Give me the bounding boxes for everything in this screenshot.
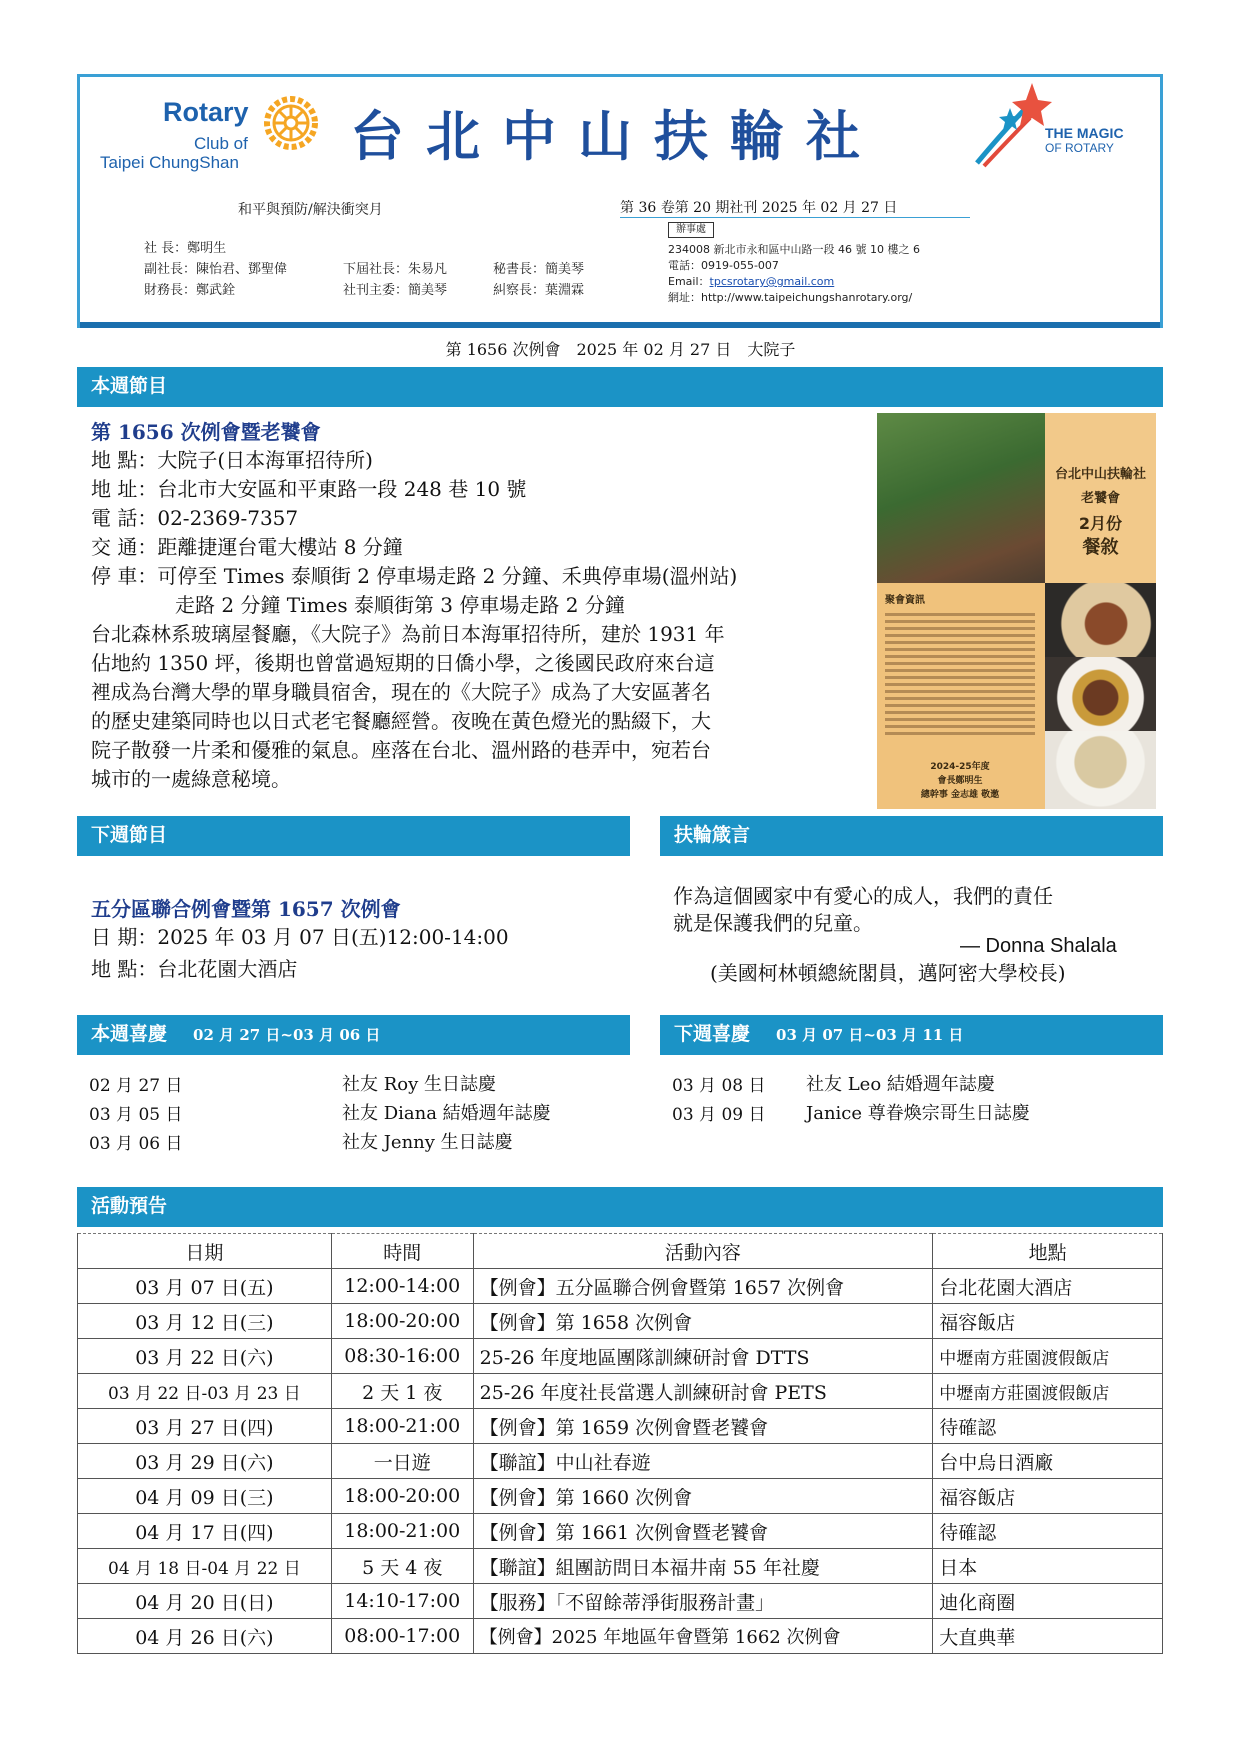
- office-address: 234008 新北市永和區中山路一段 46 號 10 樓之 6: [668, 243, 920, 256]
- row-date: 03 月 22 日-03 月 23 日: [78, 1374, 332, 1409]
- food-photo: [1045, 657, 1156, 731]
- desc-line: 城市的一處綠意秘境。: [91, 767, 291, 791]
- magic-star-icon: [972, 78, 1052, 170]
- desc-line: 的歷史建築同時也以日式老宅餐廳經營。夜晚在黃色燈光的點綴下，大: [91, 709, 711, 733]
- col-place-header: 地點: [933, 1234, 1163, 1269]
- table-row: [78, 1479, 1163, 1514]
- row-time: 14:10-17:00: [331, 1584, 473, 1619]
- motto-bar: 扶輪箴言: [660, 816, 1163, 856]
- next-week-bar: 下週節目: [77, 816, 630, 856]
- row-content: 25-26 年度社長當選人訓練研討會 PETS: [473, 1374, 933, 1409]
- poster-fine-print: [885, 609, 1035, 739]
- table-row: [78, 1374, 1163, 1409]
- motto-author: — Donna Shalala: [960, 935, 1117, 957]
- magic-line1: THE MAGIC: [1045, 125, 1124, 141]
- table-row: [78, 1304, 1163, 1339]
- poster-title2: 老饕會: [1080, 491, 1120, 506]
- email-link[interactable]: tpcsrotary@gmail.com: [709, 275, 835, 288]
- table-row: [78, 1514, 1163, 1549]
- row-content: 【聯誼】中山社春遊: [473, 1444, 933, 1479]
- row-content: 【例會】第 1659 次例會暨老饕會: [473, 1409, 933, 1444]
- office-email: [668, 273, 834, 289]
- this-week-phone: 電 話：02-2369-7357: [91, 506, 299, 530]
- row-content: 【例會】第 1660 次例會: [473, 1479, 933, 1514]
- this-week-bar: 本週節目: [77, 367, 1163, 407]
- row-content: 【服務】「不留餘蒂淨街服務計畫」: [473, 1584, 933, 1619]
- officer-vice: 副社長：陳怡君、鄧聖偉: [144, 262, 288, 277]
- row-place: 大直典華: [933, 1619, 1163, 1654]
- food-photo: [1045, 731, 1156, 809]
- row-time: 08:00-17:00: [331, 1619, 473, 1654]
- row-place: 日本: [933, 1549, 1163, 1584]
- event-poster: [877, 413, 1156, 809]
- col-content-header: 活動內容: [473, 1234, 933, 1269]
- celebrate-text: 社友 Jenny 生日誌慶: [342, 1132, 513, 1153]
- rotary-wheel-icon: [262, 94, 320, 152]
- row-place: 中壢南方莊園渡假飯店: [933, 1374, 1163, 1409]
- celebrate-next-range: 03 月 07 日~03 月 11 日: [776, 1026, 964, 1044]
- row-date: 04 月 26 日(六): [78, 1619, 332, 1654]
- next-week-title: 五分區聯合例會暨第 1657 次例會: [91, 897, 401, 921]
- next-week-date: 日 期：2025 年 03 月 07 日(五)12:00-14:00: [91, 925, 509, 949]
- email-label: Email：: [668, 275, 710, 288]
- magic-line2: OF ROTARY: [1045, 141, 1114, 155]
- celebrate-date: 03 月 05 日: [89, 1105, 183, 1125]
- monthly-theme: 和平與預防/解決衝突月: [238, 202, 383, 218]
- this-week-transport: 交 通：距離捷運台電大樓站 8 分鐘: [91, 535, 403, 559]
- masthead-rule: [80, 322, 1160, 328]
- rotary-logo-text: Rotary: [163, 97, 249, 127]
- celebrate-text: 社友 Roy 生日誌慶: [342, 1074, 497, 1095]
- celebrate-text: 社友 Leo 結婚週年誌慶: [806, 1074, 995, 1095]
- celebrate-text: 社友 Diana 結婚週年誌慶: [342, 1103, 551, 1124]
- poster-sign-president: 會長鄭明生: [937, 776, 983, 786]
- row-time: 08:30-16:00: [331, 1339, 473, 1374]
- motto-line1: 作為這個國家中有愛心的成人，我們的責任: [673, 884, 1053, 908]
- office-phone: 電話：0919-055-007: [668, 259, 779, 272]
- officer-editor: 社刊主委：簡美琴: [343, 283, 448, 298]
- celebrate-next-label: 下週喜慶: [674, 1023, 751, 1045]
- club-of-text: Club of: [194, 134, 248, 153]
- motto-role: (美國柯林頓總統閣員，邁阿密大學校長): [710, 961, 1066, 985]
- issue-info: 第 36 卷第 20 期社刊 2025 年 02 月 27 日: [620, 200, 898, 216]
- celebrate-next-bar: [660, 1015, 1163, 1055]
- motto-line2: 就是保護我們的兒童。: [673, 911, 873, 935]
- celebrate-date: 03 月 09 日: [672, 1105, 766, 1125]
- activities-table: [77, 1233, 1163, 1654]
- row-date: 04 月 09 日(三): [78, 1479, 332, 1514]
- row-time: 18:00-20:00: [331, 1479, 473, 1514]
- celebrate-text: Janice 尊眷煥宗哥生日誌慶: [806, 1103, 1030, 1124]
- celebrate-date: 02 月 27 日: [89, 1076, 183, 1096]
- celebrate-date: 03 月 06 日: [89, 1134, 183, 1154]
- poster-title1: 台北中山扶輪社: [1054, 467, 1146, 482]
- row-place: 待確認: [933, 1514, 1163, 1549]
- row-content: 25-26 年度地區團隊訓練研討會 DTTS: [473, 1339, 933, 1374]
- row-content: 【例會】2025 年地區年會暨第 1662 次例會: [473, 1619, 933, 1654]
- officer-next-president: 下屆社長：朱易凡: [343, 262, 448, 277]
- row-date: 03 月 22 日(六): [78, 1339, 332, 1374]
- club-name-text: Taipei ChungShan: [100, 153, 239, 172]
- poster-sign-year: 2024-25年度: [930, 762, 990, 772]
- desc-line: 佔地約 1350 坪，後期也曾當過短期的日僑小學，之後國民政府來台這: [91, 651, 715, 675]
- table-row: [78, 1409, 1163, 1444]
- row-place: 台北花園大酒店: [933, 1269, 1163, 1304]
- row-date: 04 月 17 日(四): [78, 1514, 332, 1549]
- desc-line: 台北森林系玻璃屋餐廳，《大院子》為前日本海軍招待所，建於 1931 年: [91, 622, 725, 646]
- row-time: 12:00-14:00: [331, 1269, 473, 1304]
- table-header-row: [78, 1234, 1163, 1269]
- poster-sign-secretary: 總幹事 金志雄 敬邀: [920, 790, 1000, 800]
- row-content: 【例會】五分區聯合例會暨第 1657 次例會: [473, 1269, 933, 1304]
- col-date-header: 日期: [78, 1234, 332, 1269]
- row-content: 【例會】第 1661 次例會暨老饕會: [473, 1514, 933, 1549]
- food-photo: [1045, 583, 1156, 657]
- row-time: 18:00-20:00: [331, 1304, 473, 1339]
- restaurant-photo: [877, 413, 1045, 598]
- celebrate-this-range: 02 月 27 日~03 月 06 日: [193, 1026, 381, 1044]
- this-week-address: 地 址：台北市大安區和平東路一段 248 巷 10 號: [91, 477, 527, 501]
- row-time: 2 天 1 夜: [331, 1374, 473, 1409]
- activities-bar: 活動預告: [77, 1187, 1163, 1227]
- row-place: 迪化商圈: [933, 1584, 1163, 1619]
- row-date: 03 月 07 日(五): [78, 1269, 332, 1304]
- table-row: [78, 1619, 1163, 1654]
- table-row: [78, 1339, 1163, 1374]
- poster-title4: 餐敘: [1082, 537, 1119, 558]
- office-label: 辦事處: [668, 222, 714, 238]
- row-place: 台中烏日酒廠: [933, 1444, 1163, 1479]
- row-date: 03 月 29 日(六): [78, 1444, 332, 1479]
- row-date: 03 月 12 日(三): [78, 1304, 332, 1339]
- this-week-parking1: 停 車：可停至 Times 泰順街 2 停車場走路 2 分鐘、禾典停車場(溫州站): [91, 564, 738, 588]
- officer-secretary: 秘書長：簡美琴: [493, 262, 585, 277]
- desc-line: 院子散發一片柔和優雅的氣息。座落在台北、溫州路的巷弄中，宛若台: [91, 738, 711, 762]
- celebrate-this-label: 本週喜慶: [91, 1023, 168, 1045]
- this-week-place: 地 點：大院子(日本海軍招待所): [91, 448, 373, 472]
- officer-president: 社 長：鄭明生: [144, 241, 227, 256]
- next-week-place: 地 點：台北花園大酒店: [91, 957, 298, 981]
- desc-line: 裡成為台灣大學的單身職員宿舍，現在的《大院子》成為了大安區著名: [91, 680, 711, 704]
- table-row: [78, 1584, 1163, 1619]
- meeting-line: 第 1656 次例會 2025 年 02 月 27 日 大院子: [445, 340, 796, 359]
- row-time: 5 天 4 夜: [331, 1549, 473, 1584]
- row-time: 18:00-21:00: [331, 1514, 473, 1549]
- row-date: 04 月 18 日-04 月 22 日: [78, 1549, 332, 1584]
- celebrate-date: 03 月 08 日: [672, 1076, 766, 1096]
- newsletter-title: 台北中山扶輪社: [350, 104, 882, 168]
- celebrate-this-bar: [77, 1015, 630, 1055]
- this-week-title: 第 1656 次例會暨老饕會: [91, 420, 321, 444]
- row-date: 03 月 27 日(四): [78, 1409, 332, 1444]
- table-row: [78, 1549, 1163, 1584]
- row-content: 【聯誼】組團訪問日本福井南 55 年社慶: [473, 1549, 933, 1584]
- col-time-header: 時間: [331, 1234, 473, 1269]
- table-row: [78, 1269, 1163, 1304]
- poster-title3: 2月份: [1078, 514, 1123, 533]
- row-place: 福容飯店: [933, 1304, 1163, 1339]
- row-content: 【例會】第 1658 次例會: [473, 1304, 933, 1339]
- issue-underline: [620, 217, 970, 218]
- row-time: 一日遊: [331, 1444, 473, 1479]
- row-place: 福容飯店: [933, 1479, 1163, 1514]
- office-website[interactable]: 網址：http://www.taipeichungshanrotary.org/: [668, 291, 913, 304]
- row-place: 待確認: [933, 1409, 1163, 1444]
- table-row: [78, 1444, 1163, 1479]
- officer-sergeant: 糾察長：葉淵霖: [493, 283, 585, 298]
- officer-treasurer: 財務長：鄭武銓: [144, 283, 236, 298]
- this-week-parking2: 走路 2 分鐘 Times 泰順街第 3 停車場走路 2 分鐘: [175, 593, 625, 617]
- row-place: 中壢南方莊園渡假飯店: [933, 1339, 1163, 1374]
- row-time: 18:00-21:00: [331, 1409, 473, 1444]
- row-date: 04 月 20 日(日): [78, 1584, 332, 1619]
- poster-info-title: 聚會資訊: [885, 595, 925, 606]
